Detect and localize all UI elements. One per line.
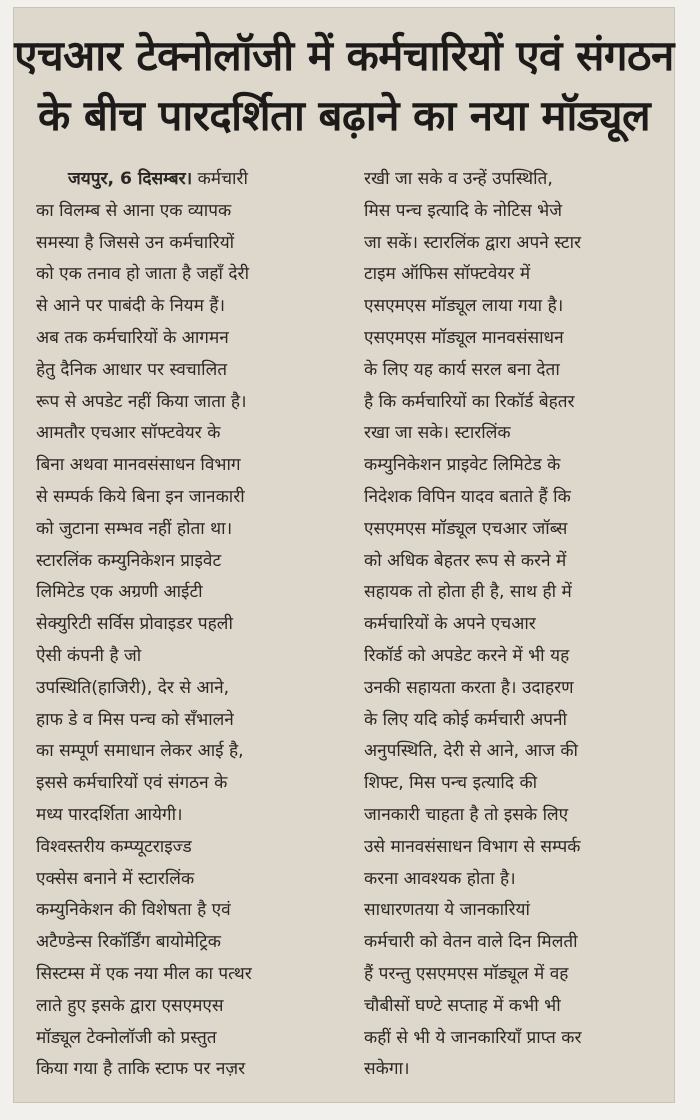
article-line: अनुपस्थिति, देरी से आने, आज की bbox=[364, 741, 579, 762]
article-line: इससे कर्मचारियों एवं संगठन के bbox=[36, 773, 228, 794]
article-line: एसएमएस मॉड्यूल लाया गया है। bbox=[364, 296, 564, 317]
article-line: से सम्पर्क किये बिना इन जानकारी bbox=[36, 486, 245, 507]
article-line: एसएमएस मॉड्यूल मानवसंसाधन bbox=[364, 327, 564, 348]
article-line: हैं परन्तु एसएमएस मॉड्यूल में वह bbox=[364, 963, 569, 984]
article-line: मिस पन्च इत्यादि के नोटिस भेजे bbox=[364, 200, 562, 221]
article-line: जानकारी चाहता है तो इसके लिए bbox=[364, 804, 569, 825]
article-line: रखी जा सके व उन्हें उपस्थिति, bbox=[364, 169, 553, 189]
newspaper-clipping bbox=[14, 8, 674, 1102]
article-line: सहायक तो होता ही है, साथ ही में bbox=[364, 582, 572, 603]
article-line: चौबीसों घण्टे सप्ताह में कभी भी bbox=[364, 995, 561, 1016]
headline-line-2: के बीच पारदर्शिता बढ़ाने का नया मॉड्यूल bbox=[37, 91, 651, 140]
article-line: एसएमएस मॉड्यूल एचआर जॉब्स bbox=[364, 518, 568, 539]
article-text: कर्मचारी bbox=[192, 169, 248, 189]
article-line: सेक्युरिटी सर्विस प्रोवाइडर पहली bbox=[36, 614, 233, 635]
article-line: ऐसी कंपनी है जो bbox=[36, 645, 142, 666]
article-line: के लिए यदि कोई कर्मचारी अपनी bbox=[364, 709, 567, 730]
article-line: अटैण्डेन्स रिकॉर्डिंग बायोमेट्रिक bbox=[36, 932, 221, 953]
article-line: अब तक कर्मचारियों के आगमन bbox=[36, 327, 229, 348]
article-line: जा सकें। स्टारलिंक द्वारा अपने स्टार bbox=[364, 232, 582, 253]
article-line: लिमिटेड एक अग्रणी आईटी bbox=[36, 582, 203, 603]
article-line: समस्या है जिससे उन कर्मचारियों bbox=[36, 232, 235, 253]
article-line: का विलम्ब से आना एक व्यापक bbox=[36, 200, 232, 221]
article-line bbox=[36, 164, 341, 196]
article-line: कम्युनिकेशन प्राइवेट लिमिटेड के bbox=[364, 455, 561, 476]
article-line: रूप से अपडेट नहीं किया जाता है। bbox=[36, 391, 247, 412]
article-line: साधारणतया ये जानकारियां bbox=[364, 900, 530, 921]
article-line: शिफ्ट, मिस पन्च इत्यादि की bbox=[364, 773, 538, 794]
article-line: सकेगा। bbox=[364, 1059, 410, 1080]
article-line: रिकॉर्ड को अपडेट करने में भी यह bbox=[364, 645, 570, 666]
dateline: जयपुर, 6 दिसम्बर। bbox=[68, 169, 193, 189]
article-line: हाफ डे व मिस पन्च को सँभालने bbox=[36, 709, 234, 730]
headline-line-1: एचआर टेक्नोलॉजी में कर्मचारियों एवं संगठन bbox=[14, 31, 674, 80]
article-line: मॉड्यूल टेक्नोलॉजी को प्रस्तुत bbox=[36, 1027, 217, 1048]
article-line: लाते हुए इसके द्वारा एसएमएस bbox=[36, 995, 224, 1016]
article-line: का सम्पूर्ण समाधान लेकर आई है, bbox=[36, 741, 244, 762]
article-line: रखा जा सके। स्टारलिंक bbox=[364, 423, 511, 444]
article-line: करना आवश्यक होता है। bbox=[364, 868, 516, 889]
article-line: कहीं से भी ये जानकारियाँ प्राप्त कर bbox=[364, 1027, 582, 1048]
article-line: बिना अथवा मानवसंसाधन विभाग bbox=[36, 455, 241, 476]
article-line: उनकी सहायता करता है। उदाहरण bbox=[364, 677, 574, 698]
article-line: विश्वस्तरीय कम्प्यूटराइज्ड bbox=[36, 836, 192, 857]
article-line: सिस्टम्स में एक नया मील का पत्थर bbox=[36, 963, 252, 984]
article-line: निदेशक विपिन यादव बताते हैं कि bbox=[364, 486, 571, 507]
article-column-left bbox=[36, 164, 341, 1086]
article-line: एक्सेस बनाने में स्टारलिंक bbox=[36, 868, 195, 889]
article-line: कर्मचारी को वेतन वाले दिन मिलती bbox=[364, 932, 578, 953]
article-line: को एक तनाव हो जाता है जहाँ देरी bbox=[36, 264, 250, 285]
article-line: उपस्थिति(हाजिरी), देर से आने, bbox=[36, 677, 230, 698]
article-line: को अधिक बेहतर रूप से करने में bbox=[364, 550, 567, 571]
article-line: टाइम ऑफिस सॉफ्टवेयर में bbox=[364, 264, 531, 285]
article-line: स्टारलिंक कम्युनिकेशन प्राइवेट bbox=[36, 550, 222, 571]
article-column-right bbox=[364, 164, 664, 1086]
article-line: से आने पर पाबंदी के नियम हैं। bbox=[36, 296, 225, 317]
article-line: को जुटाना सम्भव नहीं होता था। bbox=[36, 518, 233, 539]
article-line: कर्मचारियों के अपने एचआर bbox=[364, 614, 536, 635]
article-line: कम्युनिकेशन की विशेषता है एवं bbox=[36, 900, 231, 921]
article-line: है कि कर्मचारियों का रिकॉर्ड बेहतर bbox=[364, 391, 575, 412]
article-line: आमतौर एचआर सॉफ्टवेयर के bbox=[36, 423, 221, 444]
article-line: के लिए यह कार्य सरल बना देता bbox=[364, 359, 560, 380]
article-line: हेतु दैनिक आधार पर स्वचालित bbox=[36, 359, 228, 380]
article-line: उसे मानवसंसाधन विभाग से सम्पर्क bbox=[364, 836, 581, 857]
article-line: मध्य पारदर्शिता आयेगी। bbox=[36, 804, 183, 825]
article-line: किया गया है ताकि स्टाफ पर नज़र bbox=[36, 1059, 246, 1080]
